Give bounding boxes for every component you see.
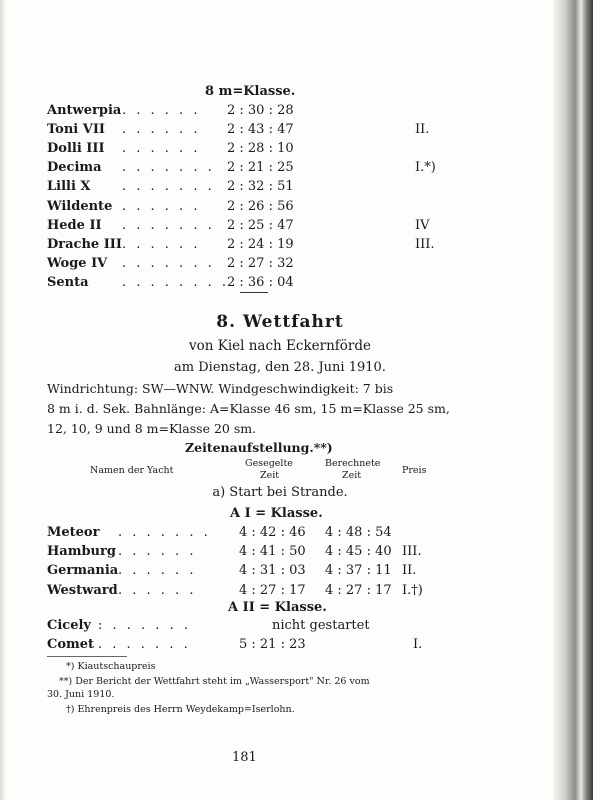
leader-dots: . . . . . . — [122, 103, 201, 118]
race-route: von Kiel nach Eckernförde — [189, 338, 371, 354]
footnote-rule — [47, 656, 127, 657]
prize: II. — [402, 563, 417, 579]
yacht-name: Drache III — [47, 236, 122, 252]
sailed-time: nicht gestartet — [272, 618, 370, 633]
sailed-time: 4 : 27 : 17 — [239, 582, 306, 598]
elapsed-time: 2 : 21 : 25 — [227, 160, 294, 176]
rank: IV — [415, 217, 430, 233]
yacht-name: Toni VII — [47, 122, 106, 138]
class-aii-heading: A II = Klasse. — [228, 600, 327, 615]
yacht-name: Cicely — [47, 618, 91, 633]
yacht-name: Antwerpia — [47, 103, 122, 118]
yacht-name: Dolli III — [47, 141, 105, 157]
leader-dots: . . . . . . — [118, 563, 197, 579]
leader-dots: . . . . . . . . — [122, 274, 229, 290]
sailed-time: 4 : 41 : 50 — [239, 544, 306, 560]
prize: III. — [402, 544, 422, 560]
start-note: a) Start bei Strande. — [212, 485, 348, 500]
leader-dots: . . . . . . — [118, 582, 197, 598]
elapsed-time: 2 : 24 : 19 — [227, 236, 294, 252]
leader-dots: . . . . . . — [122, 141, 201, 157]
yacht-name: Hamburg — [47, 544, 116, 560]
leader-dots: . . . . . . — [118, 544, 197, 560]
col-header-calc-2: Zeit — [342, 470, 362, 481]
rank: II. — [415, 122, 430, 138]
elapsed-time: 2 : 36 : 04 — [227, 274, 294, 290]
yacht-name: Meteor — [47, 525, 100, 540]
class-8m-heading: 8 m=Klasse. — [205, 84, 296, 99]
weather-line-1: Windrichtung: SW—WNW. Windgeschwindigkeit: 7 bis — [47, 381, 394, 396]
leader-dots: . . . . . . . — [118, 525, 211, 540]
calculated-time: 4 : 48 : 54 — [325, 525, 392, 540]
elapsed-time: 2 : 32 : 51 — [227, 179, 294, 195]
yacht-name: Woge IV — [47, 255, 108, 271]
weather-line-2: 8 m i. d. Sek. Bahnlänge: A=Klasse 46 sm, 15 m=Klasse 25 sm, — [47, 401, 450, 416]
footnote-2-line-1: **) Der Bericht der Wettfahrt steht im „Wassersport" Nr. 26 vom — [59, 676, 370, 687]
elapsed-time: 2 : 30 : 28 — [227, 103, 294, 118]
leader-dots: . . . . . . . — [98, 637, 191, 652]
leader-dots: : . . . . . . — [98, 618, 191, 633]
leader-dots: . . . . . . . — [122, 217, 215, 233]
yacht-name: Senta — [47, 274, 89, 290]
class-ai-heading: A I = Klasse. — [230, 506, 323, 521]
yacht-name: Westward — [47, 582, 118, 598]
elapsed-time: 2 : 27 : 32 — [227, 255, 294, 271]
col-header-prize: Preis — [402, 465, 427, 476]
footnote-3: †) Ehrenpreis des Herrn Weydekamp=Iserlohn. — [66, 704, 295, 715]
rank: III. — [415, 236, 435, 252]
yacht-name: Wildente — [47, 198, 113, 214]
leader-dots: . . . . . . — [122, 198, 201, 214]
elapsed-time: 2 : 25 : 47 — [227, 217, 294, 233]
yacht-name: Comet — [47, 637, 95, 652]
section-divider — [240, 292, 268, 293]
sailed-time: 4 : 31 : 03 — [239, 563, 306, 579]
race-date: am Dienstag, den 28. Juni 1910. — [174, 360, 386, 375]
yacht-name: Germania — [47, 563, 119, 579]
elapsed-time: 2 : 26 : 56 — [227, 198, 294, 214]
col-header-sailed-1: Gesegelte — [245, 458, 293, 469]
calculated-time: 4 : 27 : 17 — [325, 582, 392, 598]
prize: I.†) — [402, 582, 423, 598]
leader-dots: . . . . . . — [122, 236, 201, 252]
yacht-name: Hede II — [47, 217, 102, 233]
calculated-time: 4 : 45 : 40 — [325, 544, 392, 560]
rank: I.*) — [415, 160, 436, 176]
calculated-time: 4 : 37 : 11 — [325, 563, 392, 579]
elapsed-time: 2 : 28 : 10 — [227, 141, 294, 157]
yacht-name: Decima — [47, 160, 102, 176]
footnote-1: *) Kiautschaupreis — [66, 661, 156, 672]
leader-dots: . . . . . . . — [122, 255, 215, 271]
col-header-name: Namen der Yacht — [90, 465, 174, 476]
col-header-calc-1: Berechnete — [325, 458, 381, 469]
yacht-name: Lilli X — [47, 179, 91, 195]
elapsed-time: 2 : 43 : 47 — [227, 122, 294, 138]
book-edge — [553, 0, 593, 800]
weather-line-3: 12, 10, 9 und 8 m=Klasse 20 sm. — [47, 421, 257, 436]
leader-dots: . . . . . . . — [122, 160, 215, 176]
sailed-time: 5 : 21 : 23 — [239, 637, 306, 652]
prize: I. — [413, 637, 423, 652]
table-heading: Zeitenaufstellung.**) — [185, 440, 333, 455]
footnote-2-line-2: 30. Juni 1910. — [47, 689, 115, 700]
page-number: 181 — [232, 750, 257, 765]
sailed-time: 4 : 42 : 46 — [239, 525, 306, 540]
race-title: 8. Wettfahrt — [216, 312, 344, 332]
leader-dots: . . . . . . — [122, 122, 201, 138]
col-header-sailed-2: Zeit — [260, 470, 280, 481]
leader-dots: . . . . . . . — [122, 179, 215, 195]
